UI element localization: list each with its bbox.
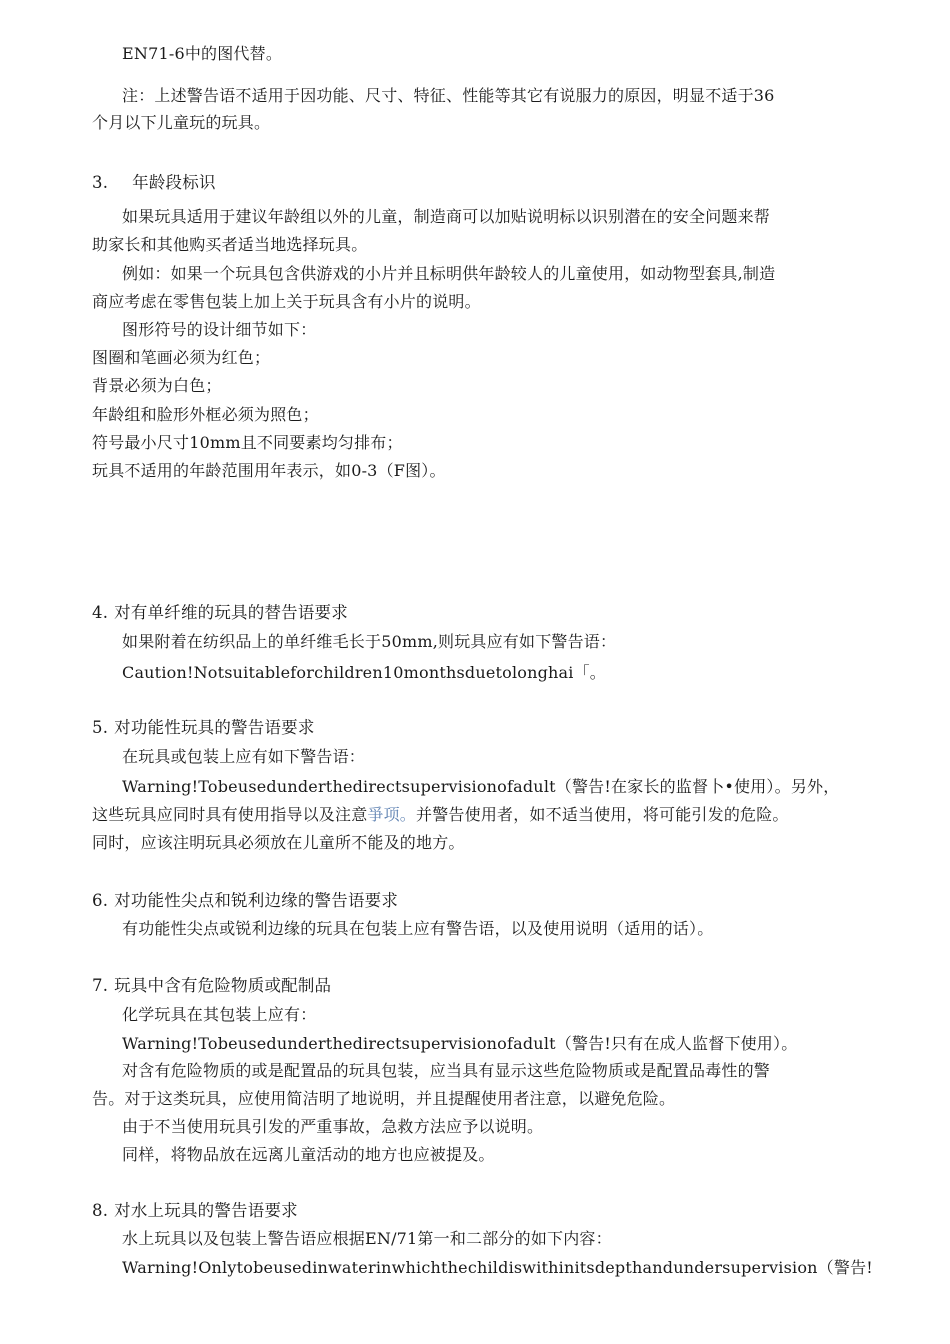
paragraph-line: 由于不当使用玩具引发的严重事故，急救方法应予以说明。: [122, 1117, 544, 1136]
paragraph-line: 对含有危险物质的或是配置品的玩具包装，应当具有显示这些危险物质或是配置品毒性的警: [122, 1061, 771, 1080]
paragraph-line: 同时，应该注明玩具必须放在儿童所不能及的地方。: [92, 833, 465, 852]
note-line: 注：上述警告语不适用于因功能、尺寸、特征、性能等其它有说服力的原因，明显不适于36: [122, 86, 775, 105]
paragraph-line: EN71-6中的图代替。: [122, 44, 283, 63]
section-title: 年龄段标识: [132, 173, 216, 192]
list-item: 玩具不适用的年龄范围用年表示，如0-3（F图）。: [92, 461, 446, 480]
section-heading-4: [92, 602, 348, 624]
paragraph-line: 助家长和其他购买者适当地选择玩具。: [92, 235, 368, 254]
paragraph-line: 化学玩具在其包装上应有：: [122, 1005, 317, 1024]
text-span: 这些玩具应同时具有使用指导以及注意: [92, 805, 368, 824]
section-heading-8: [92, 1200, 298, 1222]
text-span: 并警告使用者，如不适当使用，将可能引发的危险。: [416, 805, 789, 824]
paragraph-line: 商应考虑在零售包装上加上关于玩具含有小片的说明。: [92, 292, 481, 311]
paragraph-line: 在玩具或包装上应有如下警告语：: [122, 747, 366, 766]
list-item: 图圈和笔画必须为红色；: [92, 348, 271, 367]
list-item: 年龄组和脸形外框必须为照色；: [92, 405, 319, 424]
paragraph-line: [92, 804, 789, 826]
paragraph-line: 告。对于这类玩具，应使用简洁明了地说明，并且提醒使用者注意，以避免危险。: [92, 1089, 676, 1108]
section-title: 对水上玩具的警告语要求: [114, 1201, 298, 1220]
paragraph-line: 同样，将物品放在远离儿童活动的地方也应被提及。: [122, 1145, 495, 1164]
section-number: 5.: [92, 718, 109, 737]
section-number: 6.: [92, 891, 109, 910]
paragraph-line: 如果附着在纺织品上的单纤维毛长于50mm,则玩具应有如下警告语：: [122, 632, 617, 651]
section-heading-5: [92, 717, 315, 739]
note-line: 个月以下儿童玩的玩具。: [92, 113, 271, 132]
section-number: 4.: [92, 603, 109, 622]
link-text[interactable]: 爭项。: [367, 805, 417, 824]
section-title: 玩具中含有危险物质或配制品: [114, 976, 332, 995]
paragraph-line: 如果玩具适用于建议年龄组以外的儿童，制造商可以加贴说明标以识别潜在的安全问题来帮: [122, 207, 771, 226]
section-number: 8.: [92, 1201, 109, 1220]
paragraph-line: 水上玩具以及包装上警告语应根据EN/71第一和二部分的如下内容：: [122, 1229, 612, 1248]
section-heading-7: [92, 975, 331, 997]
paragraph-line: 图形符号的设计细节如下：: [122, 320, 317, 339]
warning-text: Warning!Tobeusedunderthedirectsupervisionofadult（警告!在家长的监督卜•使用）。另外，: [122, 777, 840, 796]
section-heading-3: [92, 172, 216, 194]
section-heading-6: [92, 890, 398, 912]
warning-text: Caution!Notsuitableforchildren10monthsduetolonghai「。: [122, 663, 607, 682]
section-title: 对有单纤维的玩具的替告语要求: [114, 603, 348, 622]
warning-text: Warning!Tobeusedunderthedirectsupervisionofadult（警告!只有在成人监督下使用）。: [122, 1034, 798, 1053]
paragraph-line: 有功能性尖点或锐利边缘的玩具在包装上应有警告语，以及使用说明（适用的话）。: [122, 919, 714, 938]
paragraph-line: 例如：如果一个玩具包含供游戏的小片并且标明供年龄较人的儿童使用，如动物型套具,制造: [122, 264, 776, 283]
list-item: 符号最小尺寸10mm且不同要素均匀排布；: [92, 433, 403, 452]
warning-text: Warning!Onlytobeusedinwaterinwhichthechildiswithinitsdepthandundersupervision（警告!: [122, 1258, 873, 1277]
section-number: 3.: [92, 173, 109, 192]
section-title: 对功能性玩具的警告语要求: [114, 718, 315, 737]
section-number: 7.: [92, 976, 109, 995]
list-item: 背景必须为白色；: [92, 376, 222, 395]
section-title: 对功能性尖点和锐利边缘的警告语要求: [114, 891, 399, 910]
